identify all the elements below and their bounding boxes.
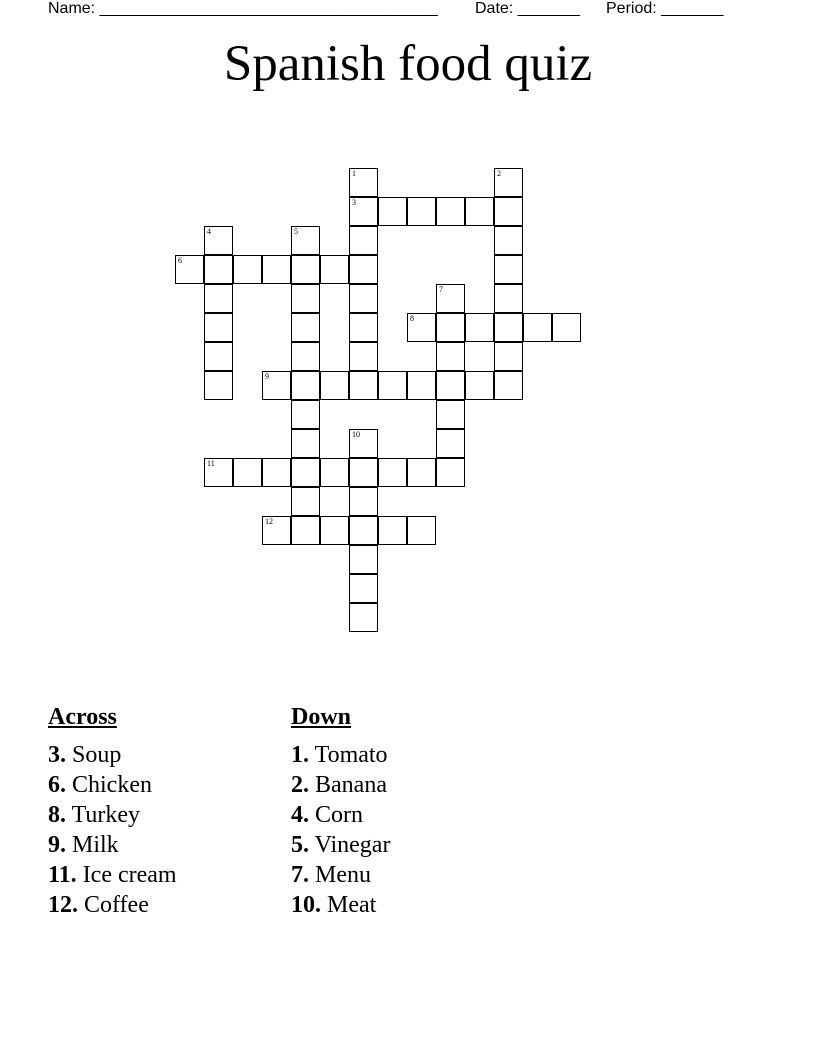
crossword-cell[interactable] [320,371,349,400]
crossword-cell[interactable] [349,255,378,284]
down-clue [291,890,390,920]
clue-number: 8. [48,802,66,828]
crossword-cell[interactable] [378,371,407,400]
crossword-cell[interactable] [378,458,407,487]
clue-text: Banana [315,772,387,798]
crossword-cell[interactable] [436,284,465,313]
clue-text: Meat [327,892,377,918]
crossword-cell[interactable] [494,197,523,226]
crossword-cell[interactable] [349,342,378,371]
clue-number-label: 10 [352,430,360,439]
crossword-cell[interactable] [204,371,233,400]
crossword-cell[interactable] [494,371,523,400]
clue-number-label: 12 [265,517,273,526]
crossword-cell[interactable] [291,313,320,342]
clue-text: Coffee [84,892,149,918]
crossword-cell[interactable] [320,255,349,284]
clue-number-label: 2 [497,169,501,178]
crossword-cell[interactable] [320,516,349,545]
clue-number-label: 5 [294,227,298,236]
clue-text: Vinegar [314,832,391,858]
down-clue [291,800,390,830]
period-field-label[interactable]: Period: _______ [606,0,724,17]
clue-number-label: 3 [352,198,356,207]
clue-text: Tomato [314,742,388,768]
crossword-cell[interactable] [465,371,494,400]
crossword-cell[interactable] [291,400,320,429]
crossword-cell[interactable] [436,371,465,400]
crossword-cell[interactable] [349,458,378,487]
crossword-cell[interactable] [204,226,233,255]
clue-number: 1. [291,742,309,768]
crossword-cell[interactable] [349,284,378,313]
down-clue [291,770,390,800]
clue-number: 10. [291,892,321,918]
crossword-cell[interactable] [552,313,581,342]
clue-number: 9. [48,832,66,858]
clue-text: Turkey [71,802,141,828]
across-clue [48,770,177,800]
crossword-cell[interactable] [291,226,320,255]
crossword-cell[interactable] [378,516,407,545]
crossword-cell[interactable] [436,313,465,342]
crossword-cell[interactable] [349,226,378,255]
crossword-cell[interactable] [407,516,436,545]
crossword-cell[interactable] [291,255,320,284]
crossword-cell[interactable] [349,197,378,226]
crossword-cell[interactable] [349,487,378,516]
crossword-cell[interactable] [291,342,320,371]
down-clue [291,860,390,890]
crossword-cell[interactable] [349,574,378,603]
crossword-cell[interactable] [465,197,494,226]
crossword-cell[interactable] [291,516,320,545]
crossword-cell[interactable] [436,429,465,458]
crossword-cell[interactable] [407,197,436,226]
clue-number: 5. [291,832,309,858]
clue-number: 2. [291,772,309,798]
crossword-cell[interactable] [262,371,291,400]
clue-number-label: 8 [410,314,414,323]
across-clue [48,830,177,860]
name-field-label[interactable]: Name: ______________________________________ [48,0,438,17]
crossword-cell[interactable] [436,400,465,429]
clue-text: Menu [315,862,371,888]
crossword-cell[interactable] [494,284,523,313]
crossword-cell[interactable] [291,371,320,400]
crossword-cell[interactable] [204,342,233,371]
across-clues [48,700,177,920]
clue-text: Corn [315,802,363,828]
crossword-cell[interactable] [349,313,378,342]
crossword-cell[interactable] [349,603,378,632]
crossword-cell[interactable] [204,458,233,487]
clue-number-label: 7 [439,285,443,294]
clue-number-label: 6 [178,256,182,265]
clue-number: 12. [48,892,78,918]
across-heading: Across [48,704,117,730]
clue-number: 6. [48,772,66,798]
crossword-cell[interactable] [407,371,436,400]
crossword-cell[interactable] [291,487,320,516]
crossword-cell[interactable] [494,168,523,197]
down-clue [291,740,390,770]
crossword-cell[interactable] [262,516,291,545]
crossword-cell[interactable] [233,255,262,284]
crossword-cell[interactable] [233,458,262,487]
crossword-cell[interactable] [407,458,436,487]
across-clue [48,800,177,830]
crossword-cell[interactable] [262,458,291,487]
crossword-cell[interactable] [349,168,378,197]
clue-number-label: 1 [352,169,356,178]
crossword-cell[interactable] [349,429,378,458]
clue-text: Soup [72,742,122,768]
date-field-label[interactable]: Date: _______ [475,0,580,17]
crossword-cell[interactable] [494,226,523,255]
crossword-cell[interactable] [175,255,204,284]
clue-number: 11. [48,862,77,888]
crossword-cell[interactable] [436,197,465,226]
down-clue [291,830,390,860]
clue-text: Milk [72,832,119,858]
clue-number: 4. [291,802,309,828]
down-heading: Down [291,704,352,730]
down-clues [291,700,390,920]
clue-text: Chicken [72,772,152,798]
across-clue [48,860,177,890]
crossword-cell[interactable] [407,313,436,342]
crossword-cell[interactable] [204,284,233,313]
crossword-cell[interactable] [436,342,465,371]
crossword-cell[interactable] [494,342,523,371]
crossword-cell[interactable] [494,313,523,342]
clue-text: Ice cream [82,862,177,888]
across-clue [48,740,177,770]
crossword-cell[interactable] [494,255,523,284]
crossword-cell[interactable] [465,313,494,342]
crossword-cell[interactable] [349,516,378,545]
crossword-cell[interactable] [349,371,378,400]
across-clue [48,890,177,920]
clue-number: 3. [48,742,66,768]
page-title: Spanish food quiz [223,36,593,92]
crossword-cell[interactable] [204,255,233,284]
crossword-cell[interactable] [291,429,320,458]
crossword-cell[interactable] [291,284,320,313]
crossword-cell[interactable] [262,255,291,284]
crossword-cell[interactable] [523,313,552,342]
clue-number-label: 4 [207,227,211,236]
crossword-cell[interactable] [378,197,407,226]
clue-number-label: 11 [207,459,215,468]
crossword-cell[interactable] [436,458,465,487]
header-fields [48,0,788,20]
clue-number-label: 9 [265,372,269,381]
crossword-cell[interactable] [204,313,233,342]
crossword-cell[interactable] [291,458,320,487]
crossword-cell[interactable] [320,458,349,487]
crossword-cell[interactable] [349,545,378,574]
clue-number: 7. [291,862,309,888]
